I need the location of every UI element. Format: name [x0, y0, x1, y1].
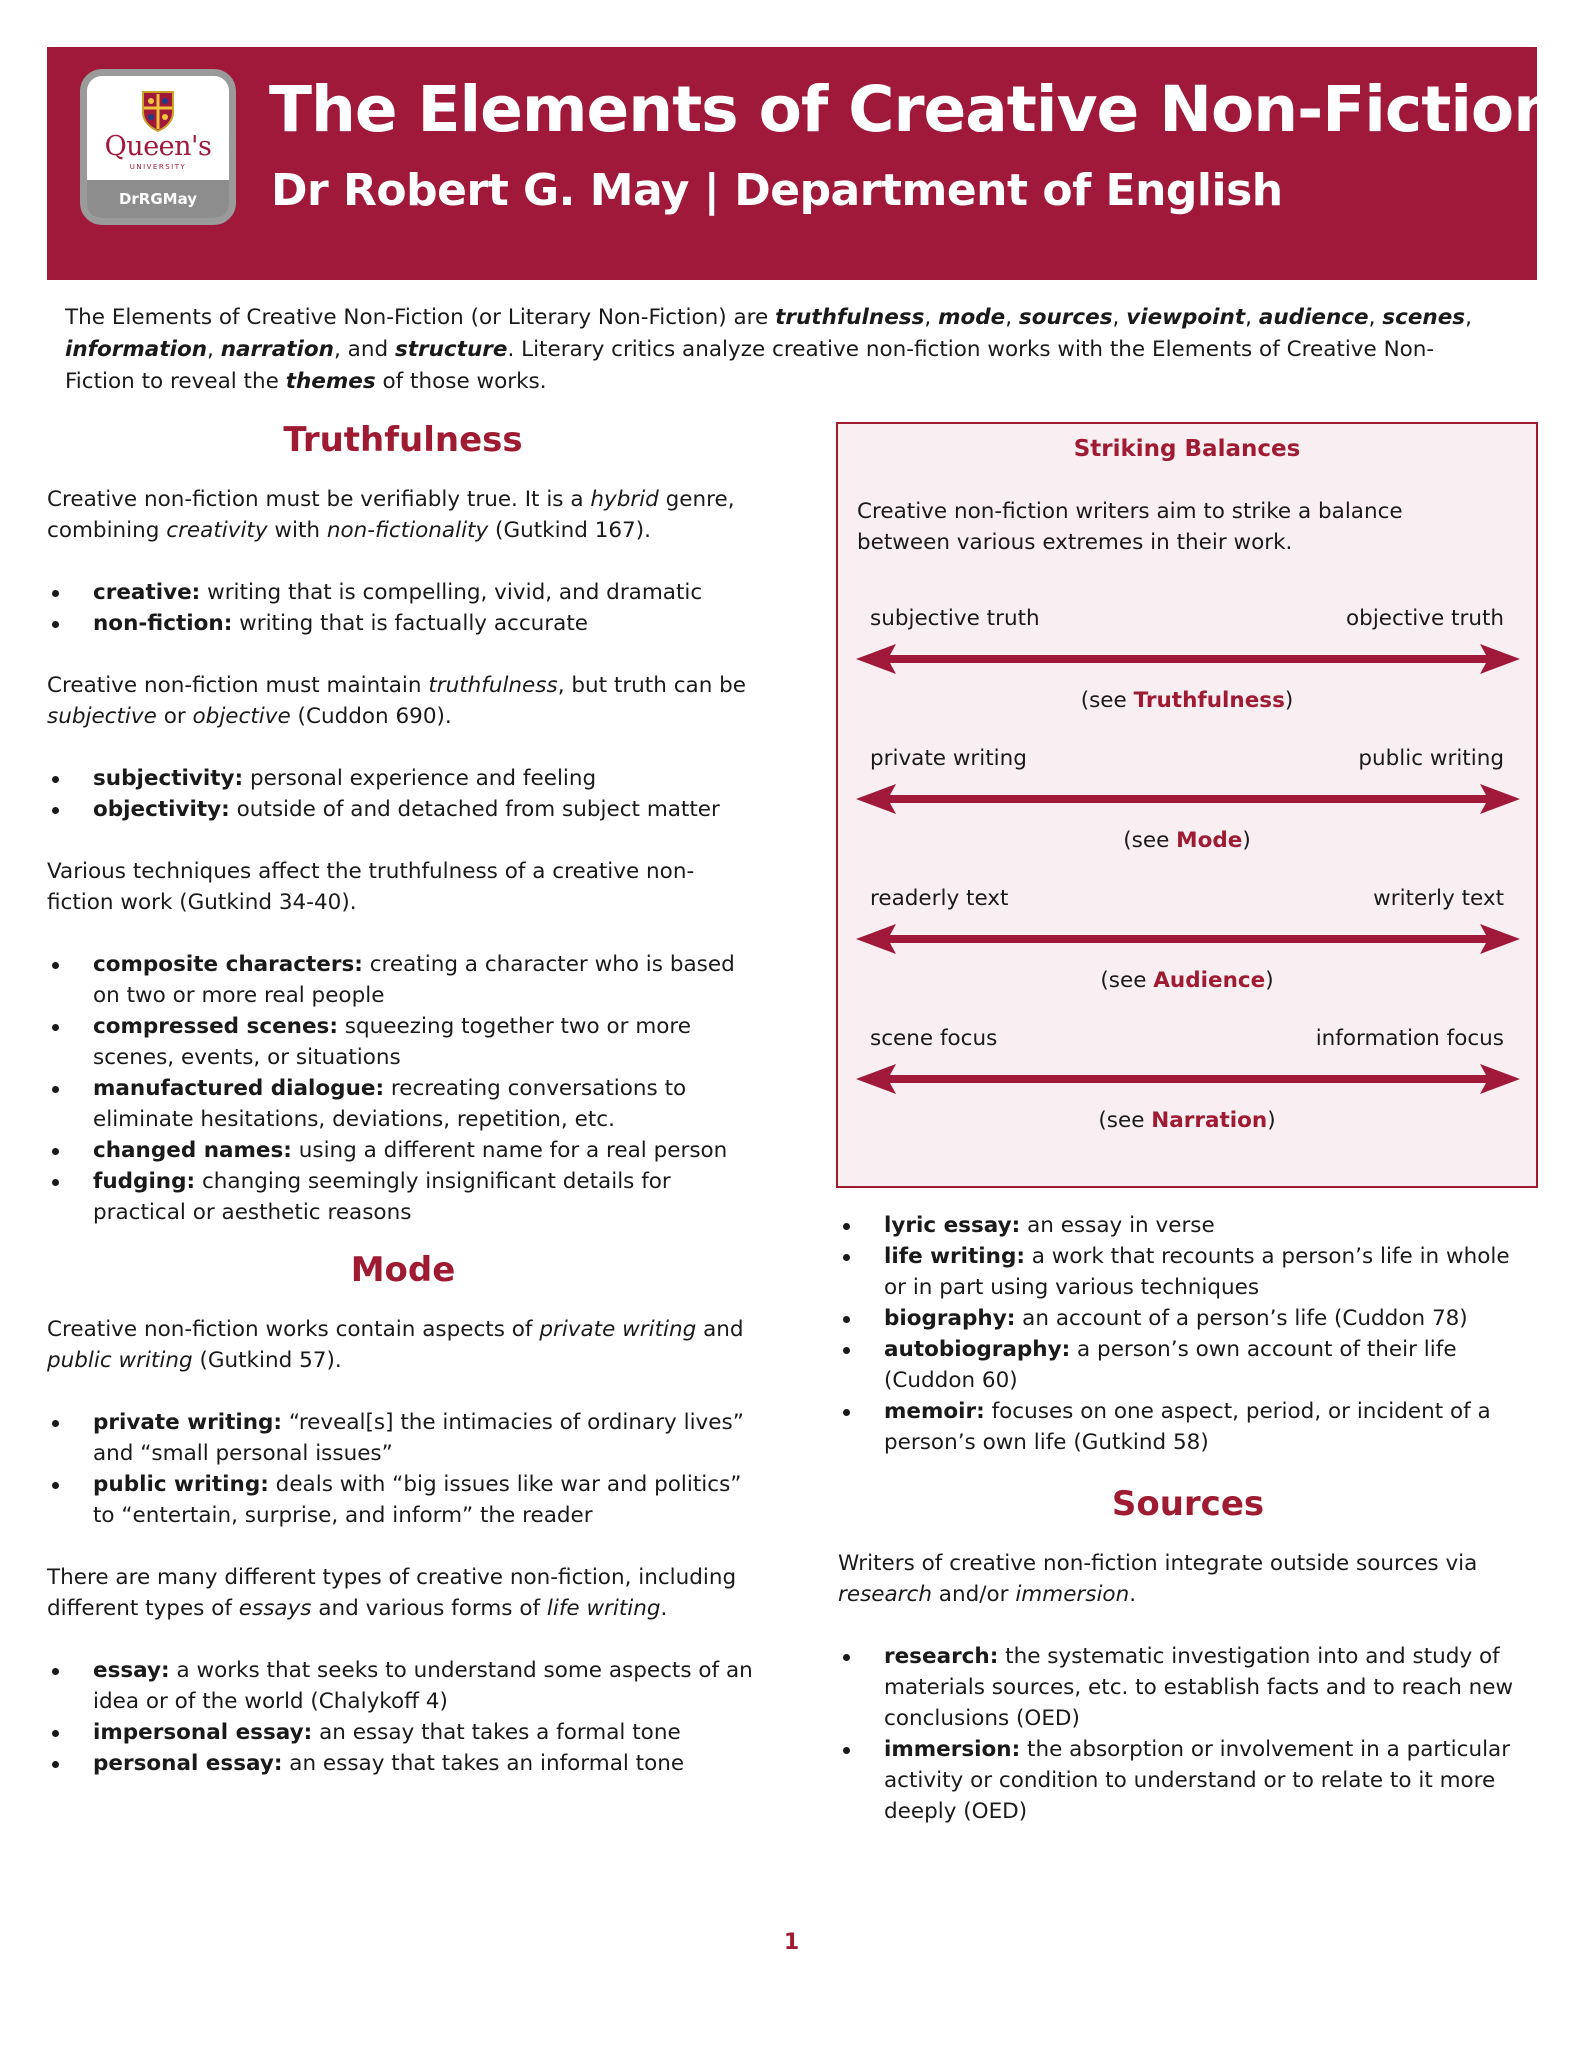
list-item: immersion: the absorption or involvement in a particular activity or condition to understand or to relate to it more deeply (OED)	[838, 1734, 1538, 1827]
double-arrow-icon	[856, 644, 1520, 674]
double-arrow-icon	[856, 924, 1520, 954]
balances-title: Striking Balances	[1073, 436, 1301, 462]
scale-left-label: subjective truth	[870, 606, 1040, 631]
sources-list-1	[838, 1641, 1538, 1827]
list-item: manufactured dialogue: recreating conversations to eliminate hesitations, deviations, repetition, etc.	[47, 1073, 759, 1135]
section-heading-mode: Mode	[350, 1250, 456, 1290]
truthfulness-paragraph-2: Creative non-fiction must maintain truthfulness, but truth can be subjective or objective (Cuddon 690).	[47, 673, 747, 729]
left-column	[47, 418, 759, 1810]
scale-see-reference: (see Mode)	[1123, 828, 1251, 853]
balance-scale	[838, 1026, 1536, 1156]
page-number: 1	[783, 1930, 800, 1955]
queens-logo	[80, 69, 236, 225]
list-item: impersonal essay: an essay that takes a formal tone	[47, 1717, 759, 1748]
page-subtitle: Dr Robert G. May | Department of English	[271, 165, 1283, 216]
truthfulness-list-3	[47, 949, 759, 1228]
sources-paragraph-1: Writers of creative non-fiction integrate outside sources via research and/or immersion.	[838, 1551, 1478, 1607]
scale-right-label: public writing	[1358, 746, 1504, 771]
double-arrow-icon	[856, 784, 1520, 814]
scale-left-label: scene focus	[870, 1026, 998, 1051]
double-arrow-icon	[856, 1064, 1520, 1094]
scale-right-label: information focus	[1315, 1026, 1504, 1051]
intro-paragraph: The Elements of Creative Non-Fiction (or Literary Non-Fiction) are truthfulness, mode, sources, viewpoint, audience, scenes, information, narration, and structure. Literary critics analyze creative non-fiction works with the Elements of Creative Non-Fiction to reveal the themes of those works.	[65, 305, 1472, 394]
list-item: compressed scenes: squeezing together two or more scenes, events, or situations	[47, 1011, 759, 1073]
scale-see-reference: (see Narration)	[1098, 1108, 1276, 1133]
header-banner	[47, 47, 1558, 280]
mode-list-1	[47, 1407, 759, 1531]
balance-scale	[838, 606, 1536, 736]
list-item: public writing: deals with “big issues like war and politics” to “entertain, surprise, and inform” the reader	[47, 1469, 759, 1531]
scale-left-label: readerly text	[870, 886, 1009, 911]
logo-university: UNIVERSITY	[129, 163, 187, 171]
truthfulness-list-2	[47, 763, 759, 825]
scale-see-reference: (see Truthfulness)	[1080, 688, 1294, 713]
scale-see-reference: (see Audience)	[1100, 968, 1274, 993]
list-item: changed names: using a different name for a real person	[47, 1135, 759, 1166]
list-item: research: the systematic investigation into and study of materials sources, etc. to establish facts and to reach new conclusions (OED)	[838, 1641, 1538, 1734]
list-item: autobiography: a person’s own account of their life (Cuddon 60)	[838, 1334, 1538, 1396]
right-column	[838, 1210, 1538, 1858]
scale-right-label: objective truth	[1346, 606, 1504, 631]
list-item: non-fiction: writing that is factually accurate	[47, 608, 759, 639]
logo-tag: DrRGMay	[87, 180, 229, 218]
striking-balances-box	[836, 422, 1538, 1188]
list-item: life writing: a work that recounts a person’s life in whole or in part using various techniques	[838, 1241, 1538, 1303]
scale-left-label: private writing	[870, 746, 1027, 771]
list-item: private writing: “reveal[s] the intimacies of ordinary lives” and “small personal issues”	[47, 1407, 759, 1469]
list-item: objectivity: outside of and detached from subject matter	[47, 794, 759, 825]
list-item: essay: a works that seeks to understand some aspects of an idea or of the world (Chalykoff 4)	[47, 1655, 759, 1717]
page-title: The Elements of Creative Non-Fiction	[269, 73, 1558, 146]
list-item: composite characters: creating a character who is based on two or more real people	[47, 949, 759, 1011]
list-item: lyric essay: an essay in verse	[838, 1210, 1538, 1241]
section-heading-truthfulness: Truthfulness	[283, 420, 523, 460]
logo-wordmark: Queen's	[104, 131, 212, 162]
list-item: subjectivity: personal experience and feeling	[47, 763, 759, 794]
balance-scale	[838, 746, 1536, 876]
mode-paragraph-2: There are many different types of creative non-fiction, including different types of essays and various forms of life writing.	[47, 1565, 737, 1621]
scale-right-label: writerly text	[1373, 886, 1504, 911]
balances-intro: Creative non-fiction writers aim to strike a balance between various extremes in their work.	[857, 499, 1403, 555]
mode-paragraph-1: Creative non-fiction works contain aspects of private writing and public writing (Gutkind 57).	[47, 1317, 744, 1373]
truthfulness-paragraph-1: Creative non-fiction must be verifiably true. It is a hybrid genre, combining creativity with non-fictionality (Gutkind 167).	[47, 487, 735, 543]
list-item: biography: an account of a person’s life (Cuddon 78)	[838, 1303, 1538, 1334]
list-item: fudging: changing seemingly insignificant details for practical or aesthetic reasons	[47, 1166, 759, 1228]
crest-icon	[141, 90, 175, 132]
mode-list-3	[838, 1210, 1538, 1458]
truthfulness-list-1	[47, 577, 759, 639]
balance-scale	[838, 886, 1536, 1016]
section-heading-sources: Sources	[1111, 1484, 1265, 1524]
truthfulness-paragraph-3: Various techniques affect the truthfulness of a creative non-fiction work (Gutkind 34-40).	[47, 859, 695, 915]
list-item: memoir: focuses on one aspect, period, or incident of a person’s own life (Gutkind 58)	[838, 1396, 1538, 1458]
list-item: creative: writing that is compelling, vivid, and dramatic	[47, 577, 759, 608]
list-item: personal essay: an essay that takes an informal tone	[47, 1748, 759, 1779]
mode-list-2	[47, 1655, 759, 1779]
